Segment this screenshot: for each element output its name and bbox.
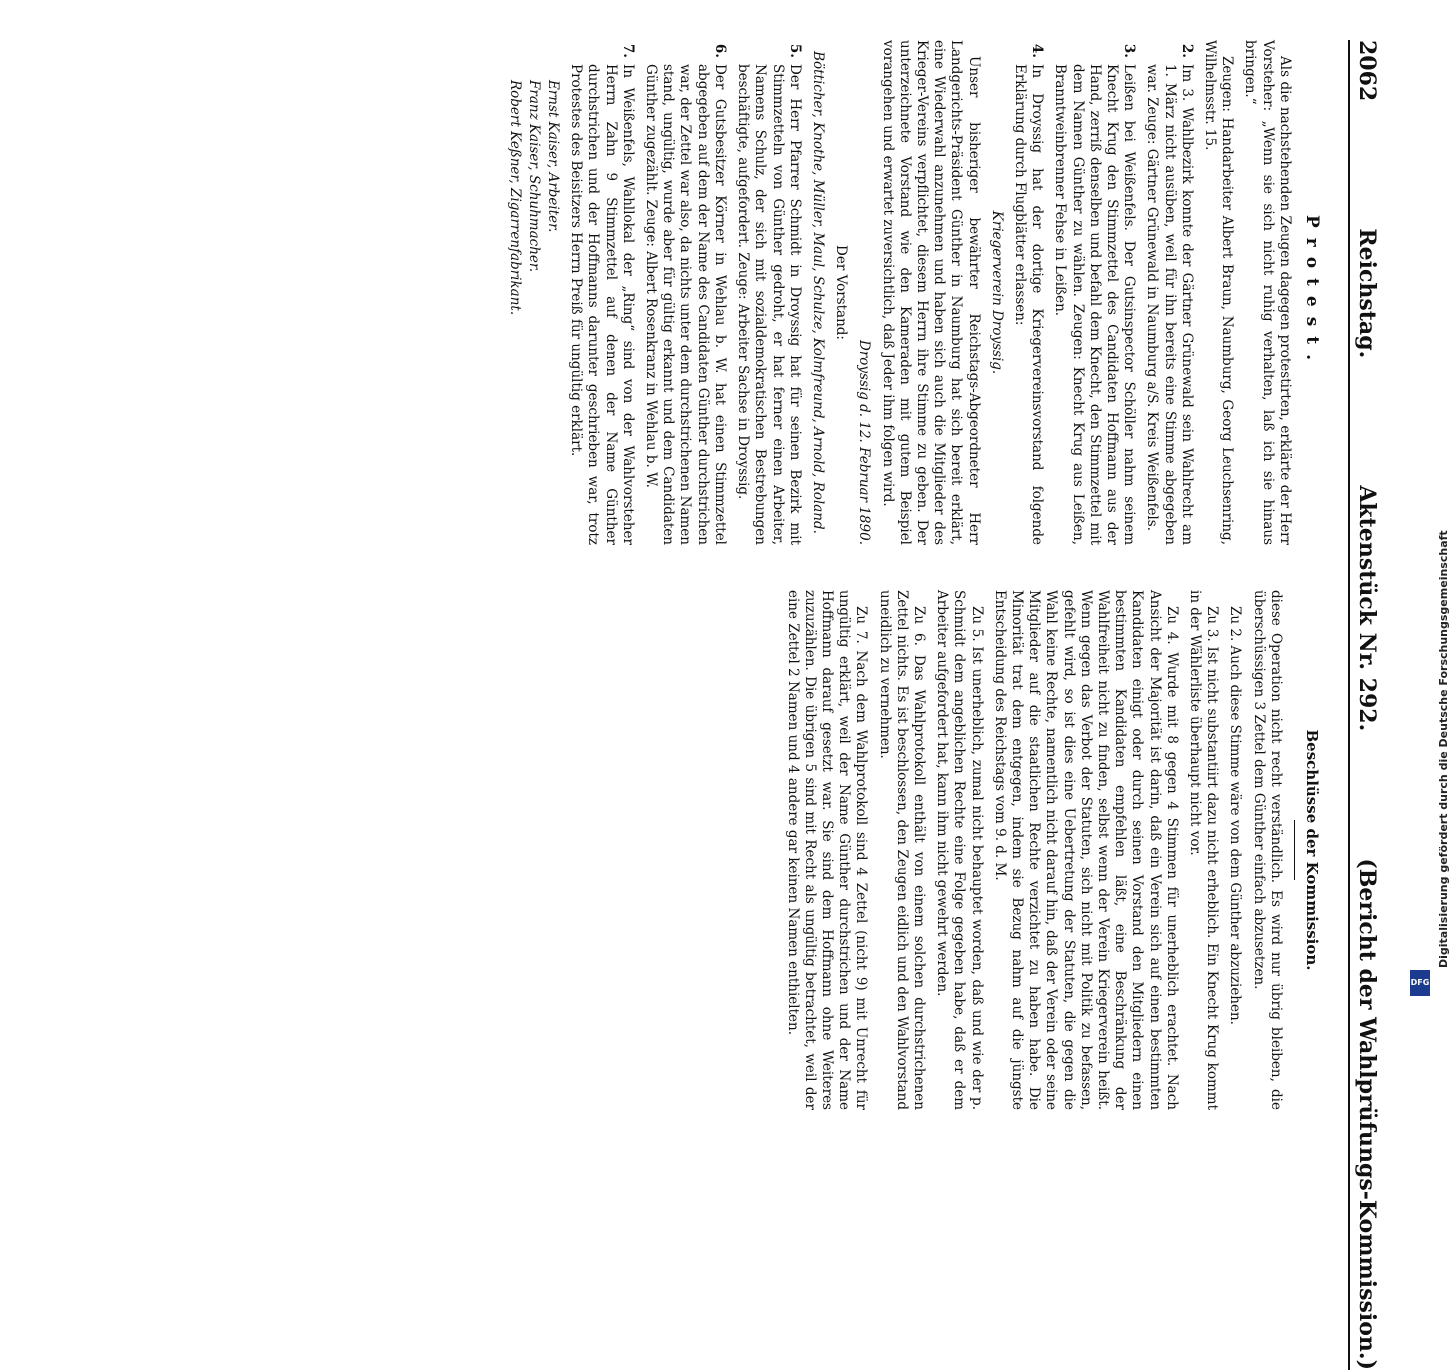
protest-intro: Als die nachstehenden Zeugen dagegen protestirten, erklärte der Herr Vorsteher: „Wenn sie sich nicht ruhig verhalten, laß ich sie hinaus bringen.“ [1242, 40, 1293, 545]
header-left: Reichstag. [1354, 228, 1380, 359]
commission-paragraph: Zu 3. Ist nicht substantiirt dazu nicht erheblich. Ein Knecht Krug kommt in der Wählerliste überhaupt nicht vor. [1186, 590, 1221, 1110]
item-text: Leißen bei Weißenfels. Der Gutsinspector Schöller nahm seinem Knecht Krug den Stimmzettel des Candidaten Hoffmann aus der Hand, zerriß denselben und befahl dem Knecht, den Stimmzettel mit dem Namen Günther zu wählen. Zeugen: Knecht Krug aus Leißen, Branntweinbrenner Fehse in Leißen. [1052, 64, 1138, 545]
commission-intro: diese Operation nicht recht verständlich. Es wird nur übrig bleiben, die überschüssigen 3 Zettel dem Günther einfach abzusetzen. [1250, 590, 1284, 1110]
witness-intro: Zeugen: Handarbeiter Albert Braun, Naumburg, Georg Leuchsenring, Wilhelmsstr. 15. [1201, 40, 1236, 545]
protest-item [1051, 40, 1137, 545]
item-text: Der Herr Pfarrer Schmidt in Droyssig hat für seinen Bezirk mit Stimmzetteln von Günther gedroht, er hat ferner einen Arbeiter, Namens Schulz, der sich mit sozialdemokratischen Bestrebungen beschäftigte, aufgefordert. Zeuge: Arbeiter Sachse in Droyssig. [735, 64, 803, 545]
title-divider [1294, 820, 1295, 880]
protest-item [1011, 40, 1045, 545]
commission-paragraph: Zu 7. Nach dem Wahlprotokoll sind 4 Zettel (nicht 9) mit Unrecht für ungültig erklärt, weil der Name Günther durchstrichen und der Name Hoffmann darauf gesetzt war. Sie sind dem Hoffmann ohne Weiteres zuzuzählen. Die übrigen 5 sind mit Recht als ungültig betrachtet, weil der eine Zettel 2 Namen und 4 andere gar keinen Namen enthielten. [784, 590, 870, 1110]
protest-item [734, 40, 803, 545]
item-number: 3. [1121, 43, 1138, 58]
witness-name: Ernst Kaiser, Arbeiter. [545, 80, 562, 233]
witness-name: Robert Keßner, Zigarrenfabrikant. [506, 80, 523, 316]
protest-title: Protest. [1302, 214, 1322, 371]
protest-item [567, 40, 636, 545]
witness-name: Franz Kaiser, Schuhmacher. [525, 80, 542, 273]
quote-text: Unser bisheriger bewährter Reichstags-Abgeordneter Herr Landgerichts-Präsident Günther in Naumburg hat sich bereit erklärt, eine Wiederwahl anzunehmen und haben sich auch die Mitglieder des Krieger-Vereins verpflichtet, diesem Herrn ihre Stimme zu geben. Der unterzeichnete Vorstand wie den Kameraden mit gutem Beispiel vorangehen und erwartet zuversichtlich, daß Jeder ihm folgen wird. [879, 40, 982, 545]
right-column [777, 590, 1320, 1110]
item-text: In Weißenfels, Wahllokal der „Ring“ sind von der Wahlvorsteher Herrn Zahn 9 Stimmzettel auf denen der Name Günther durchstrichen und der Hoffmanns darunter geschrieben war, trotz Protestes des Beisitzers Herrn Preiß für ungültig erklärt. [568, 64, 636, 545]
dfg-logo: DFG [1410, 970, 1430, 996]
commission-paragraph: Zu 4. Wurde mit 8 gegen 4 Stimmen für unerheblich erachtet. Nach Ansicht der Majorität ist darin, daß ein Verein sich auf einen bestimmten Kandidaten einigt oder durch seinen Vorstand den Mitgliedern einen bestimmten Kandidaten empfehlen läßt, eine Beschränkung der Wahlfreiheit nicht zu finden, selbst wenn der Verein Kriegerverein heißt. Wenn gegen das Verbot der Statuten, sich nicht mit Politik zu befassen, gefehlt wird, so ist dies eine Uebertretung der Statuten, die gegen die Wahl keine Rechte, namentlich nicht darauf hin, daß der Verein oder seine Mitglieder auf die staatlichen Rechte verzichtet zu haben habe. Die Minorität trat dem entgegen, indem sie Bezug nahm auf die jüngste Entscheidung des Reichstags vom 9. d. M. [991, 590, 1180, 1110]
commission-paragraph: Zu 2. Auch diese Stimme wäre von dem Günther abzuziehen. [1227, 606, 1244, 1025]
quote-place: Droyssig d. 12. Februar 1890. [856, 340, 873, 545]
header-center: Aktenstück Nr. 292. [1354, 485, 1380, 732]
protest-item [642, 40, 728, 545]
item-number: 7. [619, 43, 636, 58]
page-number: 2062 [1354, 40, 1380, 102]
quote-title: Kriegerverein Droyssig. [988, 210, 1005, 375]
quote-sign-title: Der Vorstand: [833, 245, 850, 340]
left-column [503, 40, 1320, 545]
footer-strip [1408, 0, 1450, 1000]
funding-note: Digitalisierung gefördert durch die Deutsche Forschungsgemeinschaft [1437, 530, 1450, 968]
commission-title: Beschlüsse der Kommission. [1303, 729, 1321, 971]
page-header [1348, 40, 1380, 1370]
item-number: 5. [786, 43, 803, 58]
item-text: Im 3. Wahlbezirk konnte der Gärtner Grünewald sein Wahlrecht am 1. März nicht ausüben, weil für ihn bereits eine Stimme abgegeben war. Zeuge: Gärtner Grünewald in Naumburg a/S. Kreis Weißenfels. [1144, 64, 1195, 545]
item-text: In Droyssig hat der dortige Kriegervereinsvorstand folgende Erklärung durch Flugblätter erlassen: [1011, 64, 1046, 545]
commission-paragraph: Zu 6. Das Wahlprotokoll enthält von einem solchen durchstrichenen Zettel nichts. Es ist beschlossen, den Zeugen eidlich und den Wahlvorstand uneidlich zu vernehmen. [876, 590, 927, 1110]
commission-paragraph: Zu 5. Ist unerheblich, zumal nicht behauptet worden, daß und wie der p. Schmidt dem angeblichen Rechte eine Folge gegeben habe, daß er dem Arbeiter aufgefordert hat, kann ihm nicht gewehrt werden. [934, 590, 985, 1110]
item-number: 4. [1029, 43, 1046, 58]
item-number: 2. [1178, 43, 1195, 58]
header-right: (Bericht der Wahlprüfungs-Kommission.) [1354, 858, 1380, 1370]
protest-item [1143, 40, 1195, 545]
quote-names: Bötticher, Knothe, Müller, Maul, Schulze, Kolmfreund, Arnold, Roland. [809, 51, 826, 534]
item-text: Der Gutsbesitzer Körner in Wehlau b. W. hat einen Stimmzettel abgegeben auf dem der Name des Candidaten Günther durchstrichen war, der Zettel war also, da nichts unter dem durchstrichenen Namen stand, ungültig, wurde aber für gültig erkannt und dem Candidaten Günther zugezählt. Zeuge: Albert Rosenkranz in Wehlau b. W. [643, 64, 728, 545]
item-number: 6. [711, 43, 728, 58]
